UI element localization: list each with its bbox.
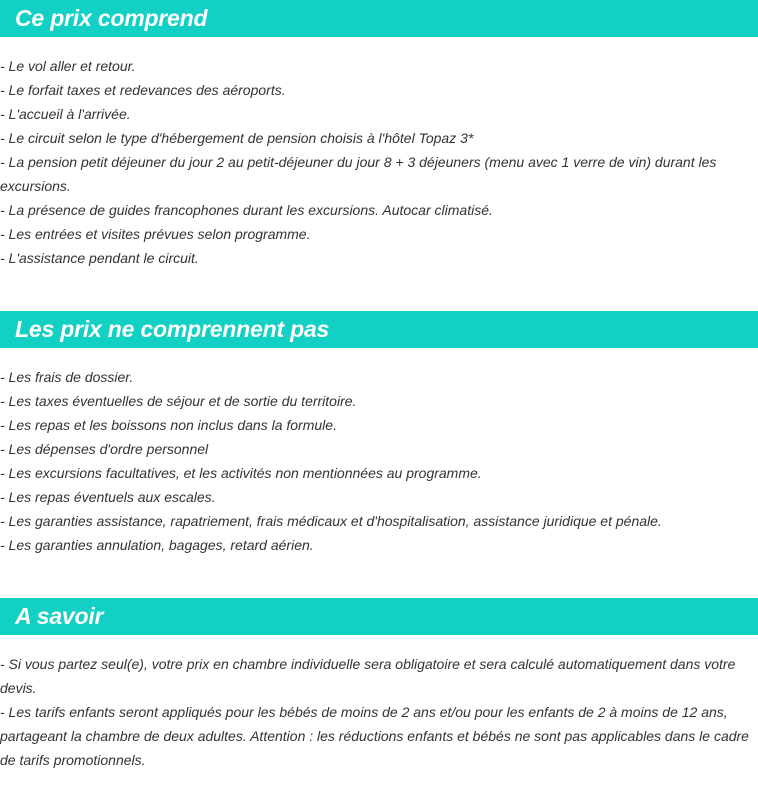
section-header: [0, 311, 758, 348]
section-body: [0, 348, 758, 557]
section-title: Ce prix comprend: [15, 5, 208, 31]
section-title: A savoir: [15, 603, 104, 629]
section-price-excludes: [0, 311, 758, 557]
list-item: - L'accueil à l'arrivée.: [0, 106, 131, 122]
list-item: - Les entrées et visites prévues selon programme.: [0, 226, 311, 242]
list-item: - La présence de guides francophones durant les excursions. Autocar climatisé.: [0, 202, 493, 218]
section-title: Les prix ne comprennent pas: [15, 316, 330, 342]
list-item: - Les repas et les boissons non inclus dans la formule.: [0, 417, 337, 433]
section-body: [0, 635, 758, 772]
list-item: - Les repas éventuels aux escales.: [0, 489, 216, 505]
list-item: - Les tarifs enfants seront appliqués pour les bébés de moins de 2 ans et/ou pour les enfants de 2 à moins de 12 ans, partageant la chambre de deux adultes. Attention : les réductions enfants et bébés ne sont pas applicables dans le cadre de tarifs promotionnels.: [0, 704, 749, 768]
section-good-to-know: [0, 598, 758, 772]
list-item: - Si vous partez seul(e), votre prix en chambre individuelle sera obligatoire et sera calculé automatiquement dans votre devis.: [0, 656, 736, 696]
list-item: - Les dépenses d'ordre personnel: [0, 441, 209, 457]
section-header: [0, 0, 758, 37]
section-price-includes: [0, 0, 758, 270]
section-header: [0, 598, 758, 635]
list-item: - L'assistance pendant le circuit.: [0, 250, 199, 266]
list-item: - Les garanties assistance, rapatriement, frais médicaux et d'hospitalisation, assistance juridique et pénale.: [0, 513, 662, 529]
list-item: - Le circuit selon le type d'hébergement de pension choisis à l'hôtel Topaz 3*: [0, 130, 474, 146]
list-item: - Les garanties annulation, bagages, retard aérien.: [0, 537, 314, 553]
list-item: - Les excursions facultatives, et les activités non mentionnées au programme.: [0, 465, 482, 481]
list-item: - Le vol aller et retour.: [0, 58, 136, 74]
list-item: - La pension petit déjeuner du jour 2 au petit-déjeuner du jour 8 + 3 déjeuners (menu avec 1 verre de vin) durant les excursions.: [0, 154, 717, 194]
list-item: - Le forfait taxes et redevances des aéroports.: [0, 82, 286, 98]
list-item: - Les taxes éventuelles de séjour et de sortie du territoire.: [0, 393, 357, 409]
section-body: [0, 37, 758, 270]
list-item: - Les frais de dossier.: [0, 369, 134, 385]
